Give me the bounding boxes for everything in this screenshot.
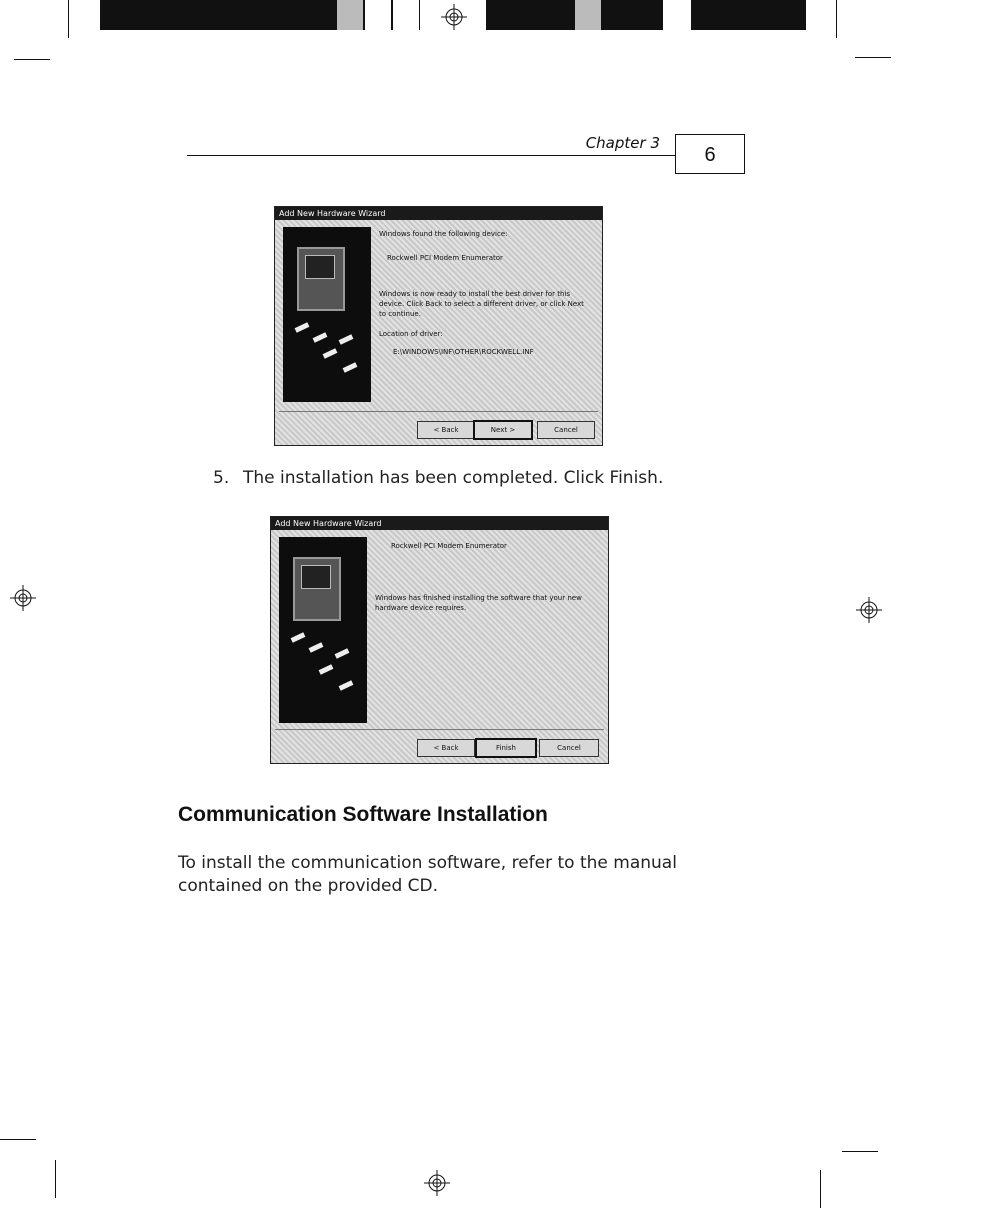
next-button[interactable]: Next > bbox=[473, 420, 533, 440]
wizard-device-name: Rockwell PCI Modem Enumerator bbox=[387, 254, 503, 262]
paragraph-line-2: contained on the provided CD. bbox=[178, 876, 439, 896]
wizard-text-ready: Windows is now ready to install the best driver for this bbox=[379, 290, 571, 298]
wizard-separator bbox=[275, 729, 604, 730]
section-heading: Communication Software Installation bbox=[178, 803, 548, 826]
cancel-button[interactable]: Cancel bbox=[537, 421, 595, 439]
wizard-text-requires: hardware device requires. bbox=[375, 604, 467, 612]
registration-mark-right-icon bbox=[856, 597, 882, 623]
finish-button[interactable]: Finish bbox=[475, 738, 537, 758]
step-instruction: The installation has been completed. Click Finish. bbox=[243, 468, 664, 488]
step-5-text bbox=[213, 468, 663, 488]
hardware-illustration-icon bbox=[283, 227, 371, 402]
wizard-text-continue: to continue. bbox=[379, 310, 421, 318]
crop-mark-bottom-right-horizontal bbox=[842, 1151, 878, 1152]
wizard-text-back: device. Click Back to select a different driver, or click Next bbox=[379, 300, 584, 308]
crop-mark-bottom-left-horizontal bbox=[0, 1139, 36, 1140]
section-paragraph bbox=[178, 852, 738, 898]
registration-mark-bottom-icon bbox=[424, 1170, 450, 1196]
hardware-illustration-icon bbox=[279, 537, 367, 723]
header-rule bbox=[187, 155, 675, 156]
wizard-screenshot-driver-location bbox=[274, 206, 603, 446]
crop-mark-top-right-vertical bbox=[836, 0, 837, 38]
wizard-device-name: Rockwell PCI Modem Enumerator bbox=[391, 542, 507, 550]
chapter-label: Chapter 3 bbox=[585, 134, 660, 152]
crop-mark-top-left-horizontal bbox=[14, 59, 50, 60]
wizard-driver-path: E:\WINDOWS\INF\OTHER\ROCKWELL.INF bbox=[393, 348, 534, 356]
wizard-separator bbox=[279, 411, 598, 412]
crop-mark-bottom-right-vertical bbox=[820, 1170, 821, 1208]
back-button[interactable]: < Back bbox=[417, 739, 475, 757]
wizard-text-finished: Windows has finished installing the software that your new bbox=[375, 594, 582, 602]
crop-mark-bottom-left-vertical bbox=[55, 1160, 56, 1198]
registration-mark-left-icon bbox=[10, 585, 36, 611]
crop-mark-top-right-horizontal bbox=[855, 57, 891, 58]
wizard-text-found: Windows found the following device: bbox=[379, 230, 508, 238]
wizard-title: Add New Hardware Wizard bbox=[275, 207, 602, 220]
step-number: 5. bbox=[213, 468, 230, 488]
wizard-screenshot-finished bbox=[270, 516, 609, 764]
registration-mark-top-icon bbox=[441, 4, 467, 30]
wizard-location-label: Location of driver: bbox=[379, 330, 443, 338]
color-bar-right bbox=[486, 0, 806, 30]
color-bar-left bbox=[100, 0, 420, 30]
crop-mark-top-left-vertical bbox=[68, 0, 69, 38]
page-number: 6 bbox=[675, 134, 745, 174]
wizard-title: Add New Hardware Wizard bbox=[271, 517, 608, 530]
paragraph-line-1: To install the communication software, refer to the manual bbox=[178, 853, 677, 873]
back-button[interactable]: < Back bbox=[417, 421, 475, 439]
cancel-button[interactable]: Cancel bbox=[539, 739, 599, 757]
